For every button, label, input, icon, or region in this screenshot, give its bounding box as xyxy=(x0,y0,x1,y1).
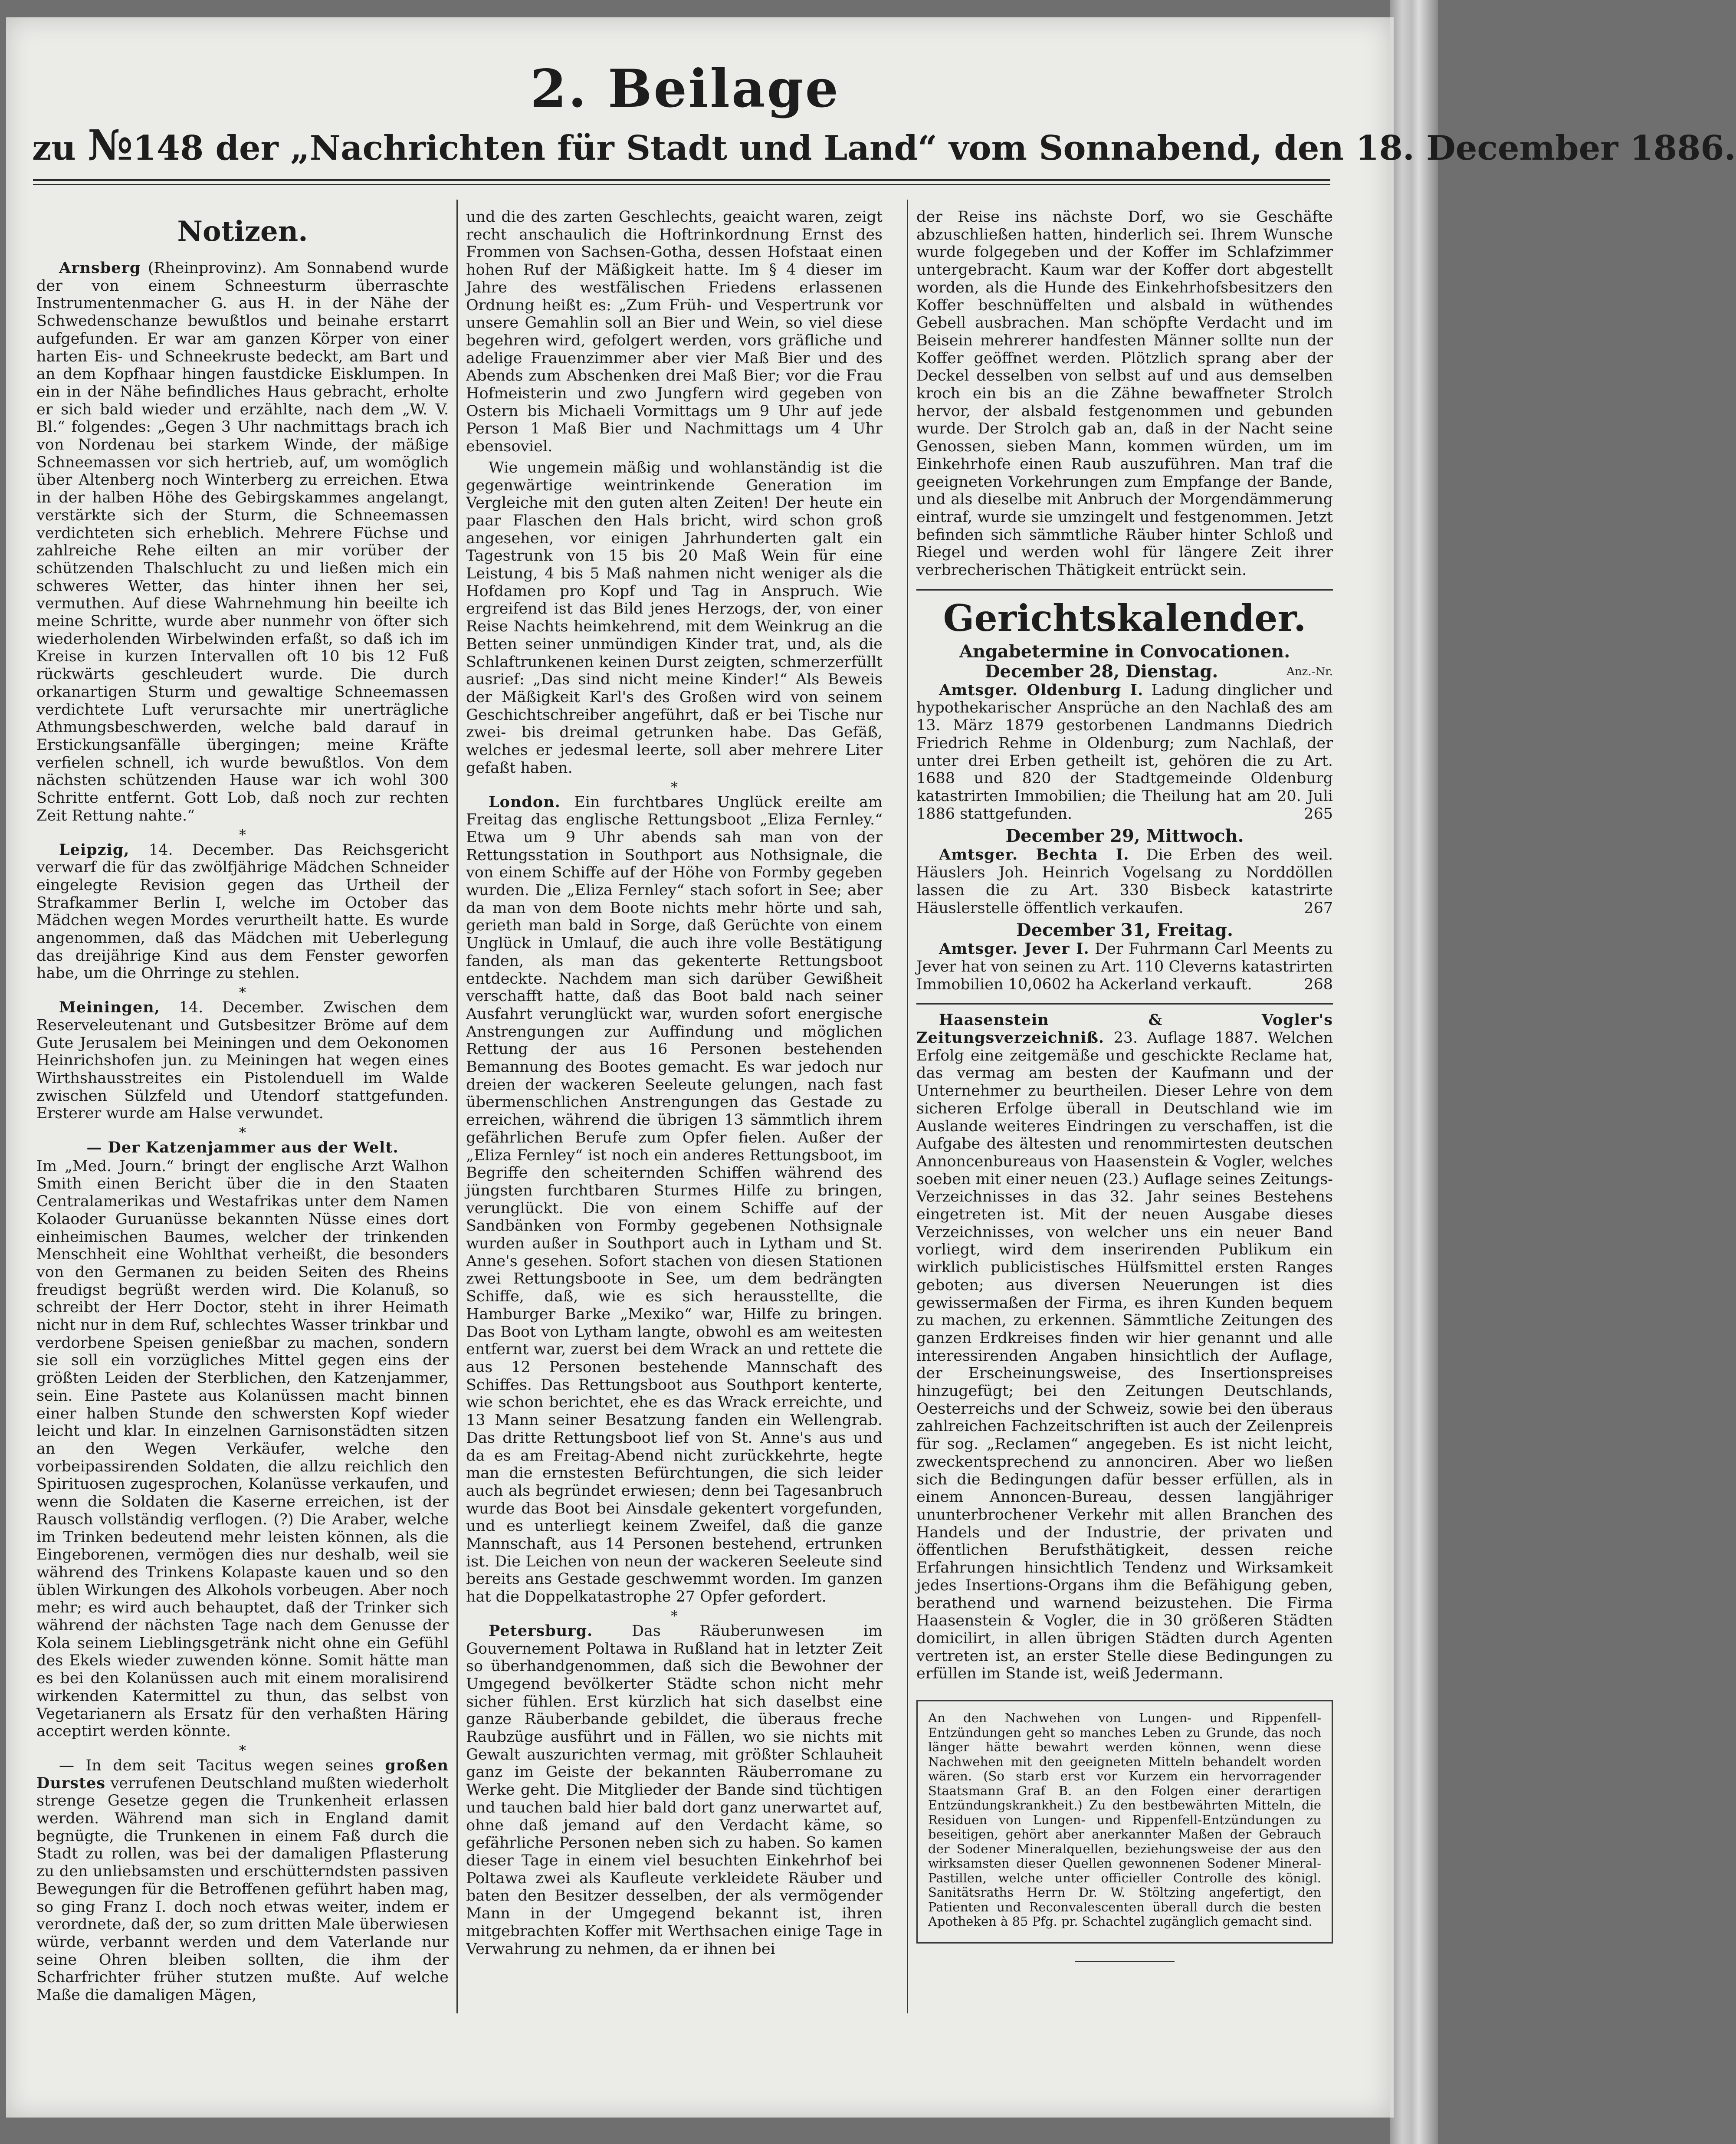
calendar-entry-text xyxy=(916,682,1333,823)
calendar-entry-text xyxy=(916,940,1333,993)
supplement-title: 2. Beilage xyxy=(530,58,840,119)
entry-number: 268 xyxy=(1304,975,1333,993)
advertisement-box xyxy=(916,1700,1333,1944)
calendar-entry xyxy=(916,920,1333,993)
article-durst xyxy=(36,1757,449,2004)
section-rule xyxy=(916,589,1333,591)
katzenjammer-title-line xyxy=(36,1139,449,1157)
separator-asterisk: * xyxy=(239,1742,246,1759)
advertisement-text: An den Nachwehen von Lungen- und Rippenfell-Entzündungen geht so manches Leben zu Grunde, das noch länger hätte bewahrt werden können, wenn diese Nachwehen mit den geeigneten Mitteln behandelt worden wären. (So starb erst vor Kurzem ein hervorragender Staatsmann Graf B. an den Folgen einer derartigen Entzündungskrankheit.) Zu den bestbewährten Mitteln, die Residuen von Lungen- und Rippenfell-Entzündungen zu beseitigen, gehört aber anerkannter Maßen der Gebrauch der Sodener Mineralquellen, beziehungsweise der aus den wirksamsten dieser Quellen gewonnenen Sodener Mineral-Pastillen, welche unter officieller Controlle des königl. Sanitätsraths Herrn Dr. W. Stöltzing angefertigt, den Patienten und Reconvalescenten überall durch die besten Apotheken à 85 Pfg. pr. Schachtel zugänglich gemacht sind. xyxy=(928,1711,1321,1929)
header-rule-bottom xyxy=(33,184,1330,185)
separator-asterisk: * xyxy=(239,1124,246,1141)
hoftrinkordnung-text: und die des zarten Geschlechts, geaicht waren, zeigt recht anschaulich die Hoftrinkordnung Ernst des Frommen von Sachsen-Gotha, dessen Hofstaat einen hohen Ruf der Mäßigkeit hatte. Im § 4 dieser im Jahre des westfälischen Friedens erlassenen Ordnung heißt es: „Zum Früh- und Vespertrunk vor unsere Gemahlin soll an Bier und Wein, so viel diese begehren wird, gefolgert werden, vors gräfliche und adelige Frauenzimmer aber vier Maß Bier und des Abends zum Abschenken drei Maß Bier; vor die Frau Hofmeisterin und zwo Jungfern wird gegeben von Ostern bis Michaeli Vormittags um 9 Uhr auf jede Person 1 Maß Bier und Nachmittags um 4 Uhr ebensoviel. xyxy=(466,208,883,456)
entry-body: Ladung dinglicher und hypothekarischer Ansprüche an den Nachlaß des am 13. März 1879 gestorbenen Landmanns Diedrich Friedrich Rehme in Oldenburg; zum Nachlaß, der unter drei Erben getheilt ist, gehören die zu Art. 1688 und 820 der Stadtgemeinde Oldenburg katastrirten Immobilien; die Theilung hat am 20. Juli 1886 stattgefunden. xyxy=(916,681,1333,823)
calendar-date: December 31, Freitag. xyxy=(1016,920,1233,941)
entry-body: Die Erben des weil. Häuslers Joh. Heinrich Vogelsang zu Norddöllen lassen die zu Art. 330 Bisbeck katastrirte Häuslerstelle öffentlich verkaufen. xyxy=(916,846,1333,917)
arnsberg-body: (Rheinprovinz). Am Sonnabend wurde der von einem Schneesturm überraschte Instrumentenmacher G. aus H. in der Nähe der Schwedenschanze bewußtlos und beinahe erstarrt aufgefunden. Er war am ganzen Körper von einer harten Eis- und Schneekruste bedeckt, am Bart und an dem Kopfhaar hingen faustdicke Eisklumpen. In ein in der Nähe befindliches Haus gebracht, erholte er sich bald wieder und erzählte, nach dem „W. V. Bl.“ folgendes: „Gegen 3 Uhr nachmittags brach ich von Nordenau bei starkem Winde, der mäßige Schneemassen vor sich hertrieb, auf, um womöglich über Altenberg noch Winterberg zu erreichen. Etwa in der halben Höhe des Gebirgskammes angelangt, verstärkte sich der Sturm, die Schneemassen verdichteten sich erheblich. Mehrere Füchse und zahlreiche Rehe eilten an mir vorüber der schützenden Thalschlucht zu und ließen mich ein schweres Wetter, das hinter ihnen her sei, vermuthen. Auf diese Wahrnehmung hin beeilte ich meine Schritte, wurde aber nunmehr von öfter sich wiederholenden Wirbelwinden erfaßt, so daß ich im Kreise in kurzen Intervallen oft 10 bis 12 Fuß rückwärts geschleudert wurde. Die durch orkanartigen Sturm und gewaltige Schneemassen verdichtete Luft verursachte mir unerträgliche Athmungsbeschwerden, welche bald darauf in Erstickungsanfälle übergingen; meine Kräfte verfielen schnell, ich wurde bewußtlos. Von dem nächsten schützenden Hause war ich wohl 300 Schritte entfernt. Gott Lob, daß noch zur rechten Zeit Rettung nahte.“ xyxy=(36,259,449,824)
calendar-entry xyxy=(916,662,1333,823)
haasenstein-title: Haasenstein & Vogler's Zeitungsverzeichniß. xyxy=(916,1011,1333,1047)
entry-body: Der Fuhrmann Carl Meents zu Jever hat von seinen zu Art. 110 Cleverns katastrirten Immobilien 10,0602 ha Ackerland verkauft. xyxy=(916,940,1333,993)
issue-description: der „Nachrichten für Stadt und Land“ vom Sonnabend, den 18. December 1886. xyxy=(215,128,1736,168)
dateline-leipzig: Leipzig, xyxy=(59,841,130,859)
article-petersburg xyxy=(466,1622,883,1958)
durst-keyword: großen Durstes xyxy=(36,1756,449,1792)
article-haasenstein xyxy=(916,1011,1333,1683)
calendar-date xyxy=(916,662,1333,682)
column-divider-2 xyxy=(907,200,908,2013)
separator-asterisk: * xyxy=(239,984,246,1001)
generation-text: Wie ungemein mäßig und wohlanständig ist die gegenwärtige weintrinkende Generation im Vergleiche mit den guten alten Zeiten! Der heute ein paar Flaschen den Hals bricht, wird schon groß angesehen, vor einigen Jahrhunderten galt ein Tagestrunk von 15 bis 20 Maß Wein für eine Leistung, 4 bis 5 Maß nahmen nicht weniger als die Hofdamen pro Kopf und Tag in Anspruch. Wie ergreifend ist das Bild jenes Herzogs, der, von einer Reise Nachts heimkehrend, mit dem Weinkrug an die Betten seiner unmündigen Kinder trat, und, als die Schlaftrunkenen keinen Durst zeigten, schmerzerfüllt ausrief: „Das sind nicht meine Kinder!“ Als Beweis der Mäßigkeit Karl's des Großen wird von seinem Geschichtschreiber angeführt, daß er bei Tische nur zwei- bis dreimal getrunken habe. Das Gefäß, welches er jedesmal leerte, soll aber mehrere Liter gefaßt haben. xyxy=(466,459,883,777)
article-leipzig xyxy=(36,841,449,983)
court-name: Amtsger. Jever I. xyxy=(939,940,1090,958)
article-arnsberg xyxy=(36,259,449,825)
section-rule xyxy=(916,1003,1333,1005)
dateline-arnsberg: Arnsberg xyxy=(59,259,141,277)
dateline-petersburg: Petersburg. xyxy=(489,1622,593,1640)
petersburg-continued: der Reise ins nächste Dorf, wo sie Geschäfte abzuschließen hatten, hinderlich sei. Ihrem Wunsche wurde folgegeben und der Koffer im Schlafzimmer untergebracht. Kaum war der Koffer dort abgestellt worden, als die Hunde des Einkehrhofsbesitzers den Koffer beschnüffelten und alsbald in wüthendes Gebell ausbrachen. Man schöpfte Verdacht und im Beisein mehrerer handfesten Männer sollte nun der Koffer geöffnet werden. Plötzlich sprang aber der Deckel desselben von selbst auf und aus demselben kroch ein bis an die Zähne bewaffneter Strolch hervor, der alsbald festgenommen und gebunden wurde. Der Strolch gab an, daß in der Nacht seine Genossen, sieben Mann, kommen würden, um im Einkehrhofe einen Raub auszuführen. Man traf die geeigneten Vorkehrungen zum Empfange der Bande, und als dieselbe mit Anbruch der Morgendämmerung eintraf, wurde sie umzingelt und festgenommen. Jetzt befinden sich sämmtliche Räuber hinter Schloß und Riegel und werden wohl für längere Zeit ihrer verbrecherischen Thätigkeit entrückt sein. xyxy=(916,208,1333,579)
calendar-date: December 29, Mittwoch. xyxy=(1005,826,1244,847)
haasenstein-body: 23. Auflage 1887. Welchen Erfolg eine zeitgemäße und geschickte Reclame hat, das vermag am besten der Kaufmann und der Unternehmer zu beurtheilen. Dieser Lehre von dem sicheren Erfolge überall in Deutschland wie im Auslande weiteres Eindringen zu verschaffen, ist die Aufgabe des ältesten und renommirtesten deutschen Annoncenbureaus von Haasenstein & Vogler, welches soeben mit einer neuen (23.) Auflage seines Zeitungs-Verzeichnisses in das 32. Jahr seines Bestehens eingetreten ist. Mit der neuen Ausgabe dieses Verzeichnisses, von welcher uns ein neuer Band vorliegt, wird dem inserirenden Publikum ein wirklich publicistisches Hülfsmittel ersten Ranges geboten; aus diversen Neuerungen ist dies gewissermaßen der Firma, es ihren Kunden bequem zu machen, zu erkennen. Sämmtliche Zeitungen des ganzen Erdkreises finden wir hier genannt und alle interessirenden Angaben hinsichtlich der Auflage, der Erscheinungsweise, des Insertionspreises hinzugefügt; bei den Zeitungen Deutschlands, Oesterreichs und der Schweiz, sowie bei den überaus zahlreichen Fachzeitschriften ist auch der Zeilenpreis für sog. „Reclamen“ angegeben. Es ist nicht leicht, zweckentsprechend zu annonciren. Aber wo ließen sich die Bedingungen dafür besser erfüllen, als in einem Annoncen-Bureau, dessen langjähriger ununterbrochener Verkehr mit allen Branchen des Handels und der Industrie, der privaten und öffentlichen Berufsthätigkeit, dessen reiche Erfahrungen hinsichtlich Tendenz und Wirksamkeit jedes Insertions-Organs ihm die Befähigung geben, berathend und warnend beizustehen. Die Firma Haasenstein & Vogler, die in 30 größeren Städten domicilirt, in allen übrigen Städten durch Agenten vertreten ist, an erster Stelle diese Bedingungen zu erfüllen im Stande ist, weiß Jedermann. xyxy=(916,1029,1333,1683)
petersburg-body: Das Räuberunwesen im Gouvernement Poltawa in Rußland hat in letzter Zeit so überhandgenommen, daß sich die Bewohner der Umgegend bevölkerter Städte schon nicht mehr sicher fühlen. Erst kürzlich hat sich daselbst eine ganze Räuberbande gebildet, die überaus freche Raubzüge ausführt und in Fällen, wo sie nichts mit Gewalt auszurichten vermag, mit größter Schlauheit ganz im Geiste der bekannten Räuberromane zu Werke geht. Die Mitglieder der Bande sind tüchtigen und tauchen bald hier bald dort ganz unerwartet auf, ohne daß jemand auf den Verdacht käme, so gefährliche Personen neben sich zu haben. So kamen dieser Tage in einem viel besuchten Einkehrhof bei Poltawa zwei als Kaufleute verkleidete Räuber und baten den Besitzer desselben, der als vermögender Mann in der Umgegend bekannt ist, ihren mitgebrachten Koffer mit Werthsachen einige Tage in Verwahrung zu nehmen, da er ihnen bei xyxy=(466,1622,883,1958)
entry-number: 265 xyxy=(1304,805,1333,823)
issue-line xyxy=(32,121,1736,172)
book-spine xyxy=(1390,0,1438,2144)
column-3 xyxy=(916,208,1333,1962)
issue-number: 148 xyxy=(133,128,204,168)
durst-intro: — In dem seit Tacitus wegen seines xyxy=(59,1757,374,1774)
masthead xyxy=(32,56,1736,172)
separator-asterisk: * xyxy=(671,778,678,795)
calendar-date-text: December 28, Dienstag. xyxy=(984,661,1218,682)
katzenjammer-title: — Der Katzenjammer aus der Welt. xyxy=(86,1139,399,1157)
newspaper-page xyxy=(6,17,1736,2118)
column-divider-1 xyxy=(456,200,458,2013)
calendar-entry-text xyxy=(916,846,1333,917)
convocation-subtitle: Angabetermine in Convocationen. xyxy=(959,641,1290,662)
notizen-heading: Notizen. xyxy=(177,215,308,248)
london-body: Ein furchtbares Unglück ereilte am Freitag das englische Rettungsboot „Eliza Fernley.“ Etwa um 9 Uhr abends sah man von der Rettungsstation in Southport aus Nothsignale, die von einem Schiffe auf der Höhe von Formby gegeben wurden. Die „Eliza Fernley“ stach sofort in See; aber da man von dem Boote nichts mehr hörte und sah, gerieth man bald in Sorge, daß Gerüchte von einem Unglück in Umlauf, die auch ihre volle Bestätigung fanden, als man das gekenterte Rettungsboot entdeckte. Nachdem man sich darüber Gewißheit verschafft hatte, daß das Boot bald nach seiner Ausfahrt verunglückt war, wurden sofort energische Anstrengungen zur Auffindung und möglichen Rettung der aus 16 Personen bestehenden Bemannung des Bootes gemacht. Es war jedoch nur dreien der wackeren Seeleute gelungen, nach fast übermenschlichen Anstrengungen das Gestade zu erreichen, während die übrigen 13 sämmtlich ihrem gefährlichen Berufe zum Opfer fielen. Außer der „Eliza Fernley“ ist noch ein anderes Rettungsboot, im Begriffe den scheiternden Schiffen während des jüngsten furchtbaren Sturmes Hilfe zu bringen, verunglückt. Die von einem Schiffe auf der Sandbänken von Formby gegebenen Nothsignale wurden außer in Southport auch in Lytham und St. Anne's gesehen. Sofort stachen von diesen Stationen zwei Rettungsboote in See, um dem bedrängten Schiffe, daß, wie es sich herausstellte, die Hamburger Barke „Mexiko“ war, Hilfe zu bringen. Das Boot von Lytham langte, obwohl es am weitesten entfernt war, zuerst bei dem Wrack an und rettete die aus 12 Personen bestehende Mannschaft des Schiffes. Das Rettungsboot aus Southport kenterte, wie schon berichtet, ehe es das Wrack erreichte, und 13 Mann seiner Besatzung fanden ein Wellengrab. Das dritte Rettungsboot lief von St. Anne's aus und da es am Freitag-Abend nicht zurückkehrte, hegte man die ernstesten Befürchtungen, die sich leider auch als begründet erwiesen; denn bei Tagesanbruch wurde das Boot bei Ainsdale gekentert vorgefunden, und es unterliegt keinem Zweifel, daß die ganze Mannschaft, aus 14 Personen bestehend, ertrunken ist. Die Leichen von neun der wackeren Seeleute sind bereits ans Gestade geschwemmt worden. Im ganzen hat die Doppelkatastrophe 27 Opfer gefordert. xyxy=(466,793,883,1606)
article-meiningen xyxy=(36,999,449,1123)
end-rule xyxy=(1075,1961,1175,1962)
header-rule-top xyxy=(33,179,1330,181)
court-name: Amtsger. Bechta I. xyxy=(939,846,1129,864)
separator-asterisk: * xyxy=(671,1607,678,1624)
anzeige-number-label: Anz.-Nr. xyxy=(1286,665,1333,678)
separator-asterisk: * xyxy=(239,826,246,843)
katzenjammer-body: Im „Med. Journ.“ bringt der englische Arzt Walhon Smith einen Bericht über die in den Staaten Centralamerikas und Westafrikas unter dem Namen Kolaoder Guruanüsse bekannten Nüsse eines dort einheimischen Baumes, welcher der trinkenden Menschheit eine Wohlthat verheißt, die besonders von den Germanen zu beiden Seiten des Rheins freudigst begrüßt werden wird. Die Kolanuß, so schreibt der Herr Doctor, steht in ihrer Heimath nicht nur in dem Ruf, schlechtes Wasser trinkbar und verdorbene Speisen genießbar zu machen, sondern sie soll ein vorzügliches Mittel gegen eins der größten Leiden der Sterblichen, den Katzenjammer, sein. Eine Pastete aus Kolanüssen macht binnen einer halben Stunde den schwersten Kopf wieder leicht und klar. In einzelnen Garnisonstädten sitzen an den Wegen Verkäufer, welche den vorbeipassirenden Soldaten, die allzu reichlich den Spirituosen zugesprochen, Kolanüsse verkaufen, und wenn die Soldaten die Kaserne erreichen, ist der Rausch vollständig verflogen. (?) Die Araber, welche im Trinken bedeutend mehr leisten können, als die Eingeborenen, vermögen dies nur deshalb, weil sie während des Trinkens Kolapaste kauen und so den üblen Wirkungen des Alkohols vorbeugen. Aber noch mehr; es wird auch behauptet, daß der Trinker sich während der nächsten Tage nach dem Genusse der Kola seinem Lieblingsgetränk nicht ohne ein Gefühl des Ekels wieder zuwenden könne. Somit hätte man es bei den Kolanüssen auch mit einem moralisirend wirkenden Katermittel zu thun, das selbst von Vegetarianern als Ersatz für den verhaßten Häring acceptirt werden könnte. xyxy=(36,1157,449,1740)
meiningen-body: 14. December. Zwischen dem Reserveleutenant und Gutsbesitzer Bröme auf dem Gute Jerusalem bei Meiningen und dem Oekonomen Heinrichshofen jun. zu Meiningen hat wegen eines Wirthshausstreites ein Pistolenduell im Walde zwischen Sülzfeld und Utendorf stattgefunden. Ersterer wurde am Halse verwundet. xyxy=(36,999,449,1123)
article-london xyxy=(466,794,883,1606)
number-sign: № xyxy=(88,121,133,170)
court-name: Amtsger. Oldenburg I. xyxy=(939,681,1144,699)
page-edge xyxy=(1390,17,1394,2118)
issue-prefix: zu xyxy=(32,128,76,168)
column-2 xyxy=(466,208,883,1961)
dateline-meiningen: Meiningen, xyxy=(59,998,160,1017)
dateline-london: London. xyxy=(489,793,561,811)
gerichtskalender-title: Gerichtskalender. xyxy=(943,596,1306,640)
column-1 xyxy=(36,208,449,2008)
calendar-entry xyxy=(916,826,1333,917)
entry-number: 267 xyxy=(1304,899,1333,917)
leipzig-body: 14. December. Das Reichsgericht verwarf die für das zwölfjährige Mädchen Schneider eingelegte Revision gegen das Urtheil der Strafkammer Berlin I, welche im October das Mädchen wegen Mordes verurtheilt hatte. Es wurde angenommen, daß das Mädchen mit Ueberlegung das dreijährige Kind aus dem Fenster geworfen habe, um die Ohrringe zu stehlen. xyxy=(36,841,449,982)
durst-body: verrufenen Deutschland mußten wiederholt strenge Gesetze gegen die Trunkenheit erlassen werden. Während man sich in England damit begnügte, die Trunkenen in einem Faß durch die Stadt zu rollen, was bei der damaligen Pflasterung zu den unliebsamsten und erschütterndsten passiven Bewegungen für die Betroffenen geführt haben mag, so ging Franz I. doch noch etwas weiter, indem er verordnete, daß der, so zum dritten Male überwiesen würde, verbannt werden und dem Vaterlande nur seine Ohren bleiben sollten, die ihm der Scharfrichter früher stutzen mußte. Auf welche Maße die damaligen Mägen, xyxy=(36,1774,449,2004)
